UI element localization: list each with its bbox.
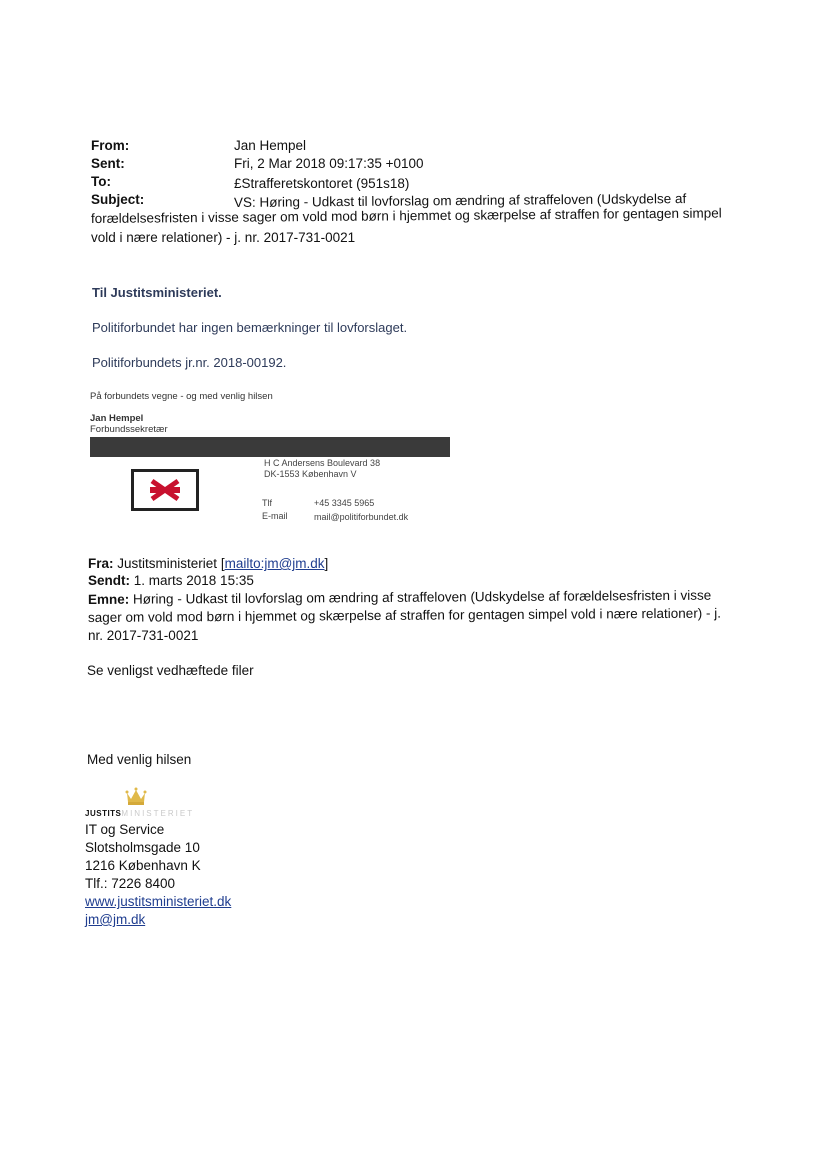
- greeting: Til Justitsministeriet.: [92, 285, 222, 300]
- fra-label: Fra:: [88, 556, 114, 571]
- forwarded-body: Se venligst vedhæftede filer: [87, 663, 254, 678]
- address-line-2: DK-1553 København V: [264, 469, 357, 479]
- redaction-bar: [90, 437, 450, 457]
- politiforbundet-logo: [131, 469, 199, 511]
- subject-label: Subject:: [91, 192, 145, 207]
- ministry-logo-text: [85, 809, 194, 818]
- email-value: mail@politiforbundet.dk: [314, 512, 409, 522]
- from-label: From:: [91, 138, 130, 153]
- sendt-row: [88, 573, 254, 588]
- logo-word-1: JUSTITS: [85, 809, 122, 818]
- closing: Med venlig hilsen: [87, 752, 192, 767]
- fra-row: Fra: Justitsministeriet [mailto:jm@jm.dk]: [88, 556, 329, 571]
- sent-value: Fri, 2 Mar 2018 09:17:35 +0100: [234, 156, 424, 171]
- reference-number: Politiforbundets jr.nr. 2018-00192.: [92, 355, 287, 370]
- subject-line-2: forældelsesfristen i visse sager om vold mod børn i hjemmet og skærpelse af straffen for gentagen simpel: [90, 205, 722, 226]
- email-link[interactable]: jm@jm.dk: [85, 912, 146, 927]
- phone-label: Tlf: [262, 498, 272, 508]
- email-label: E-mail: [262, 511, 288, 521]
- from-value: Jan Hempel: [234, 138, 307, 153]
- department: IT og Service: [85, 822, 165, 837]
- subject-line-3: vold i nære relationer) - j. nr. 2017-731-0021: [91, 230, 356, 245]
- signature-title: Forbundssekretær: [90, 424, 168, 435]
- emne-label: Emne:: [87, 591, 130, 607]
- website-link[interactable]: www.justitsministeriet.dk: [85, 894, 232, 909]
- crown-icon: [125, 787, 147, 811]
- phone: Tlf.: 7226 8400: [85, 876, 176, 891]
- sent-label: Sent:: [91, 156, 125, 171]
- signature-name: Jan Hempel: [90, 413, 144, 424]
- city: 1216 København K: [85, 858, 201, 873]
- sendt-value: 1. marts 2018 15:35: [133, 573, 254, 588]
- reply-body: Politiforbundet har ingen bemærkninger til lovforslaget.: [92, 320, 408, 335]
- regards-text: På forbundets vegne - og med venlig hilsen: [90, 391, 273, 402]
- address-line-1: H C Andersens Boulevard 38: [264, 458, 381, 468]
- mailto-link[interactable]: mailto:jm@jm.dk: [224, 556, 325, 571]
- emne-line-2: sager om vold mod børn i hjemmet og skærpelse af straffen for gentagen simpel vold i nære relationer) - j.: [87, 605, 722, 625]
- phone-value: +45 3345 5965: [314, 498, 375, 508]
- emne-line-3: nr. 2017-731-0021: [88, 628, 199, 643]
- logo-word-2: MINISTERIET: [121, 809, 195, 818]
- to-value: £Strafferetskontoret (951s18): [234, 176, 410, 191]
- emne-line-1: Høring - Udkast til lovforslag om ændring af straffeloven (Udskydelse af forældelsesfristen i visse: [132, 587, 712, 607]
- flag-icon: [134, 472, 196, 508]
- fra-value: Justitsministeriet: [117, 556, 218, 571]
- emne-row: [88, 588, 711, 607]
- sendt-label: Sendt:: [88, 573, 130, 588]
- street: Slotsholmsgade 10: [85, 840, 200, 855]
- to-label: To:: [91, 174, 111, 189]
- subject-line-1: VS: Høring - Udkast til lovforslag om ændring af straffeloven (Udskydelse af: [233, 191, 687, 210]
